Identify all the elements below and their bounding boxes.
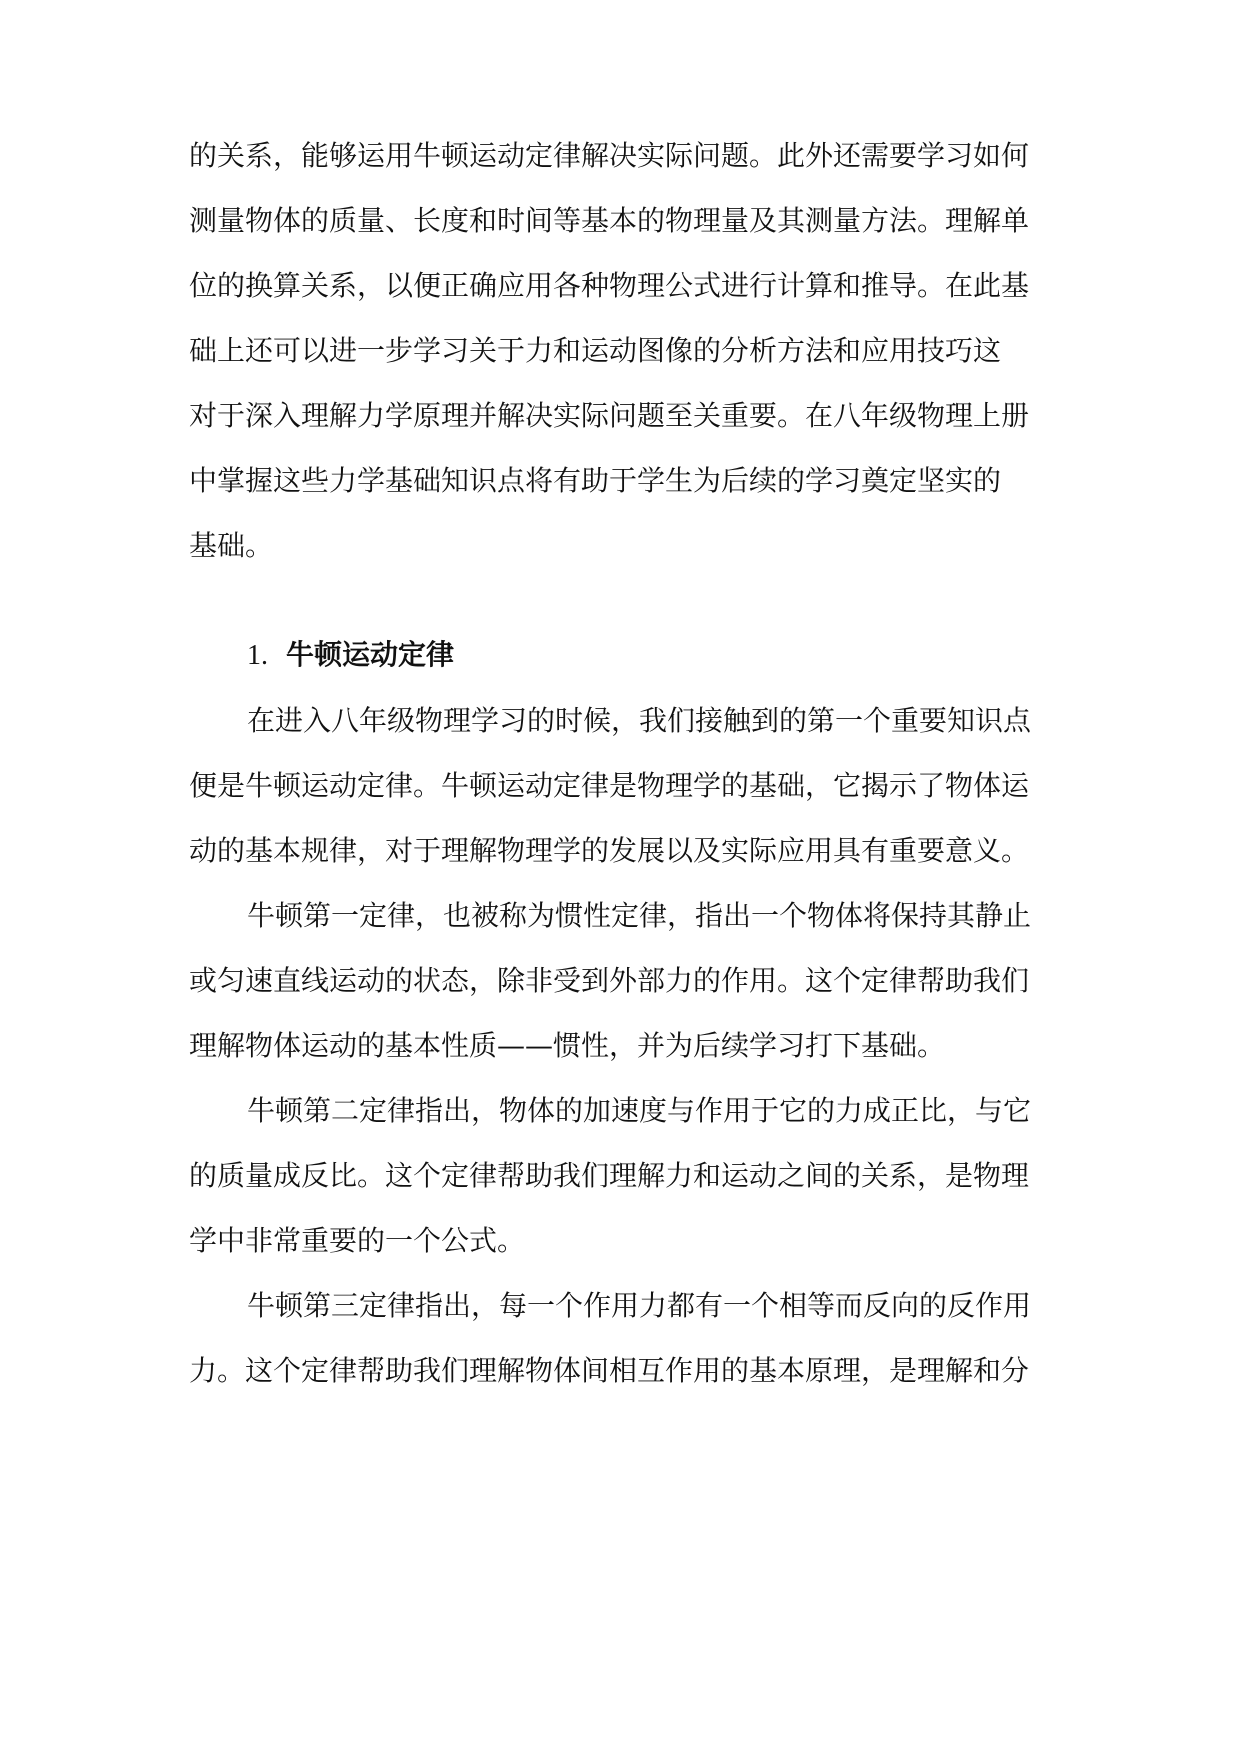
- text-line: 牛顿第二定律指出，物体的加速度与作用于它的力成正比，与它: [247, 1094, 1032, 1127]
- text-line: 测量物体的质量、长度和时间等基本的物理量及其测量方法。理解单: [189, 204, 1030, 237]
- text-line: 中掌握这些力学基础知识点将有助于学生为后续的学习奠定坚实的: [189, 464, 1002, 497]
- text-line: 牛顿第三定律指出，每一个作用力都有一个相等而反向的反作用: [247, 1289, 1032, 1322]
- text-line: 础上还可以进一步学习关于力和运动图像的分析方法和应用技巧这: [189, 334, 1002, 367]
- text-line: 基础。: [189, 529, 274, 562]
- text-line: 牛顿第一定律，也被称为惯性定律，指出一个物体将保持其静止: [247, 899, 1032, 932]
- text-line: 位的换算关系，以便正确应用各种物理公式进行计算和推导。在此基: [189, 269, 1030, 302]
- text-line: 在进入八年级物理学习的时候，我们接触到的第一个重要知识点: [247, 704, 1032, 737]
- text-line: 学中非常重要的一个公式。: [189, 1224, 526, 1257]
- text-line: 的质量成反比。这个定律帮助我们理解力和运动之间的关系，是物理: [189, 1159, 1030, 1192]
- text-line: 便是牛顿运动定律。牛顿运动定律是物理学的基础，它揭示了物体运: [189, 769, 1030, 802]
- section-title: 牛顿运动定律: [286, 638, 455, 671]
- text-line: 动的基本规律，对于理解物理学的发展以及实际应用具有重要意义。: [189, 834, 1030, 867]
- text-line: 或匀速直线运动的状态，除非受到外部力的作用。这个定律帮助我们: [189, 964, 1030, 997]
- section-heading: [247, 637, 454, 674]
- text-line: 对于深入理解力学原理并解决实际问题至关重要。在八年级物理上册: [189, 399, 1030, 432]
- section-number: 1.: [247, 640, 268, 671]
- text-line: 的关系，能够运用牛顿运动定律解决实际问题。此外还需要学习如何: [189, 139, 1030, 172]
- text-line: 理解物体运动的基本性质——惯性，并为后续学习打下基础。: [189, 1029, 946, 1062]
- text-line: 力。这个定律帮助我们理解物体间相互作用的基本原理，是理解和分: [189, 1354, 1030, 1387]
